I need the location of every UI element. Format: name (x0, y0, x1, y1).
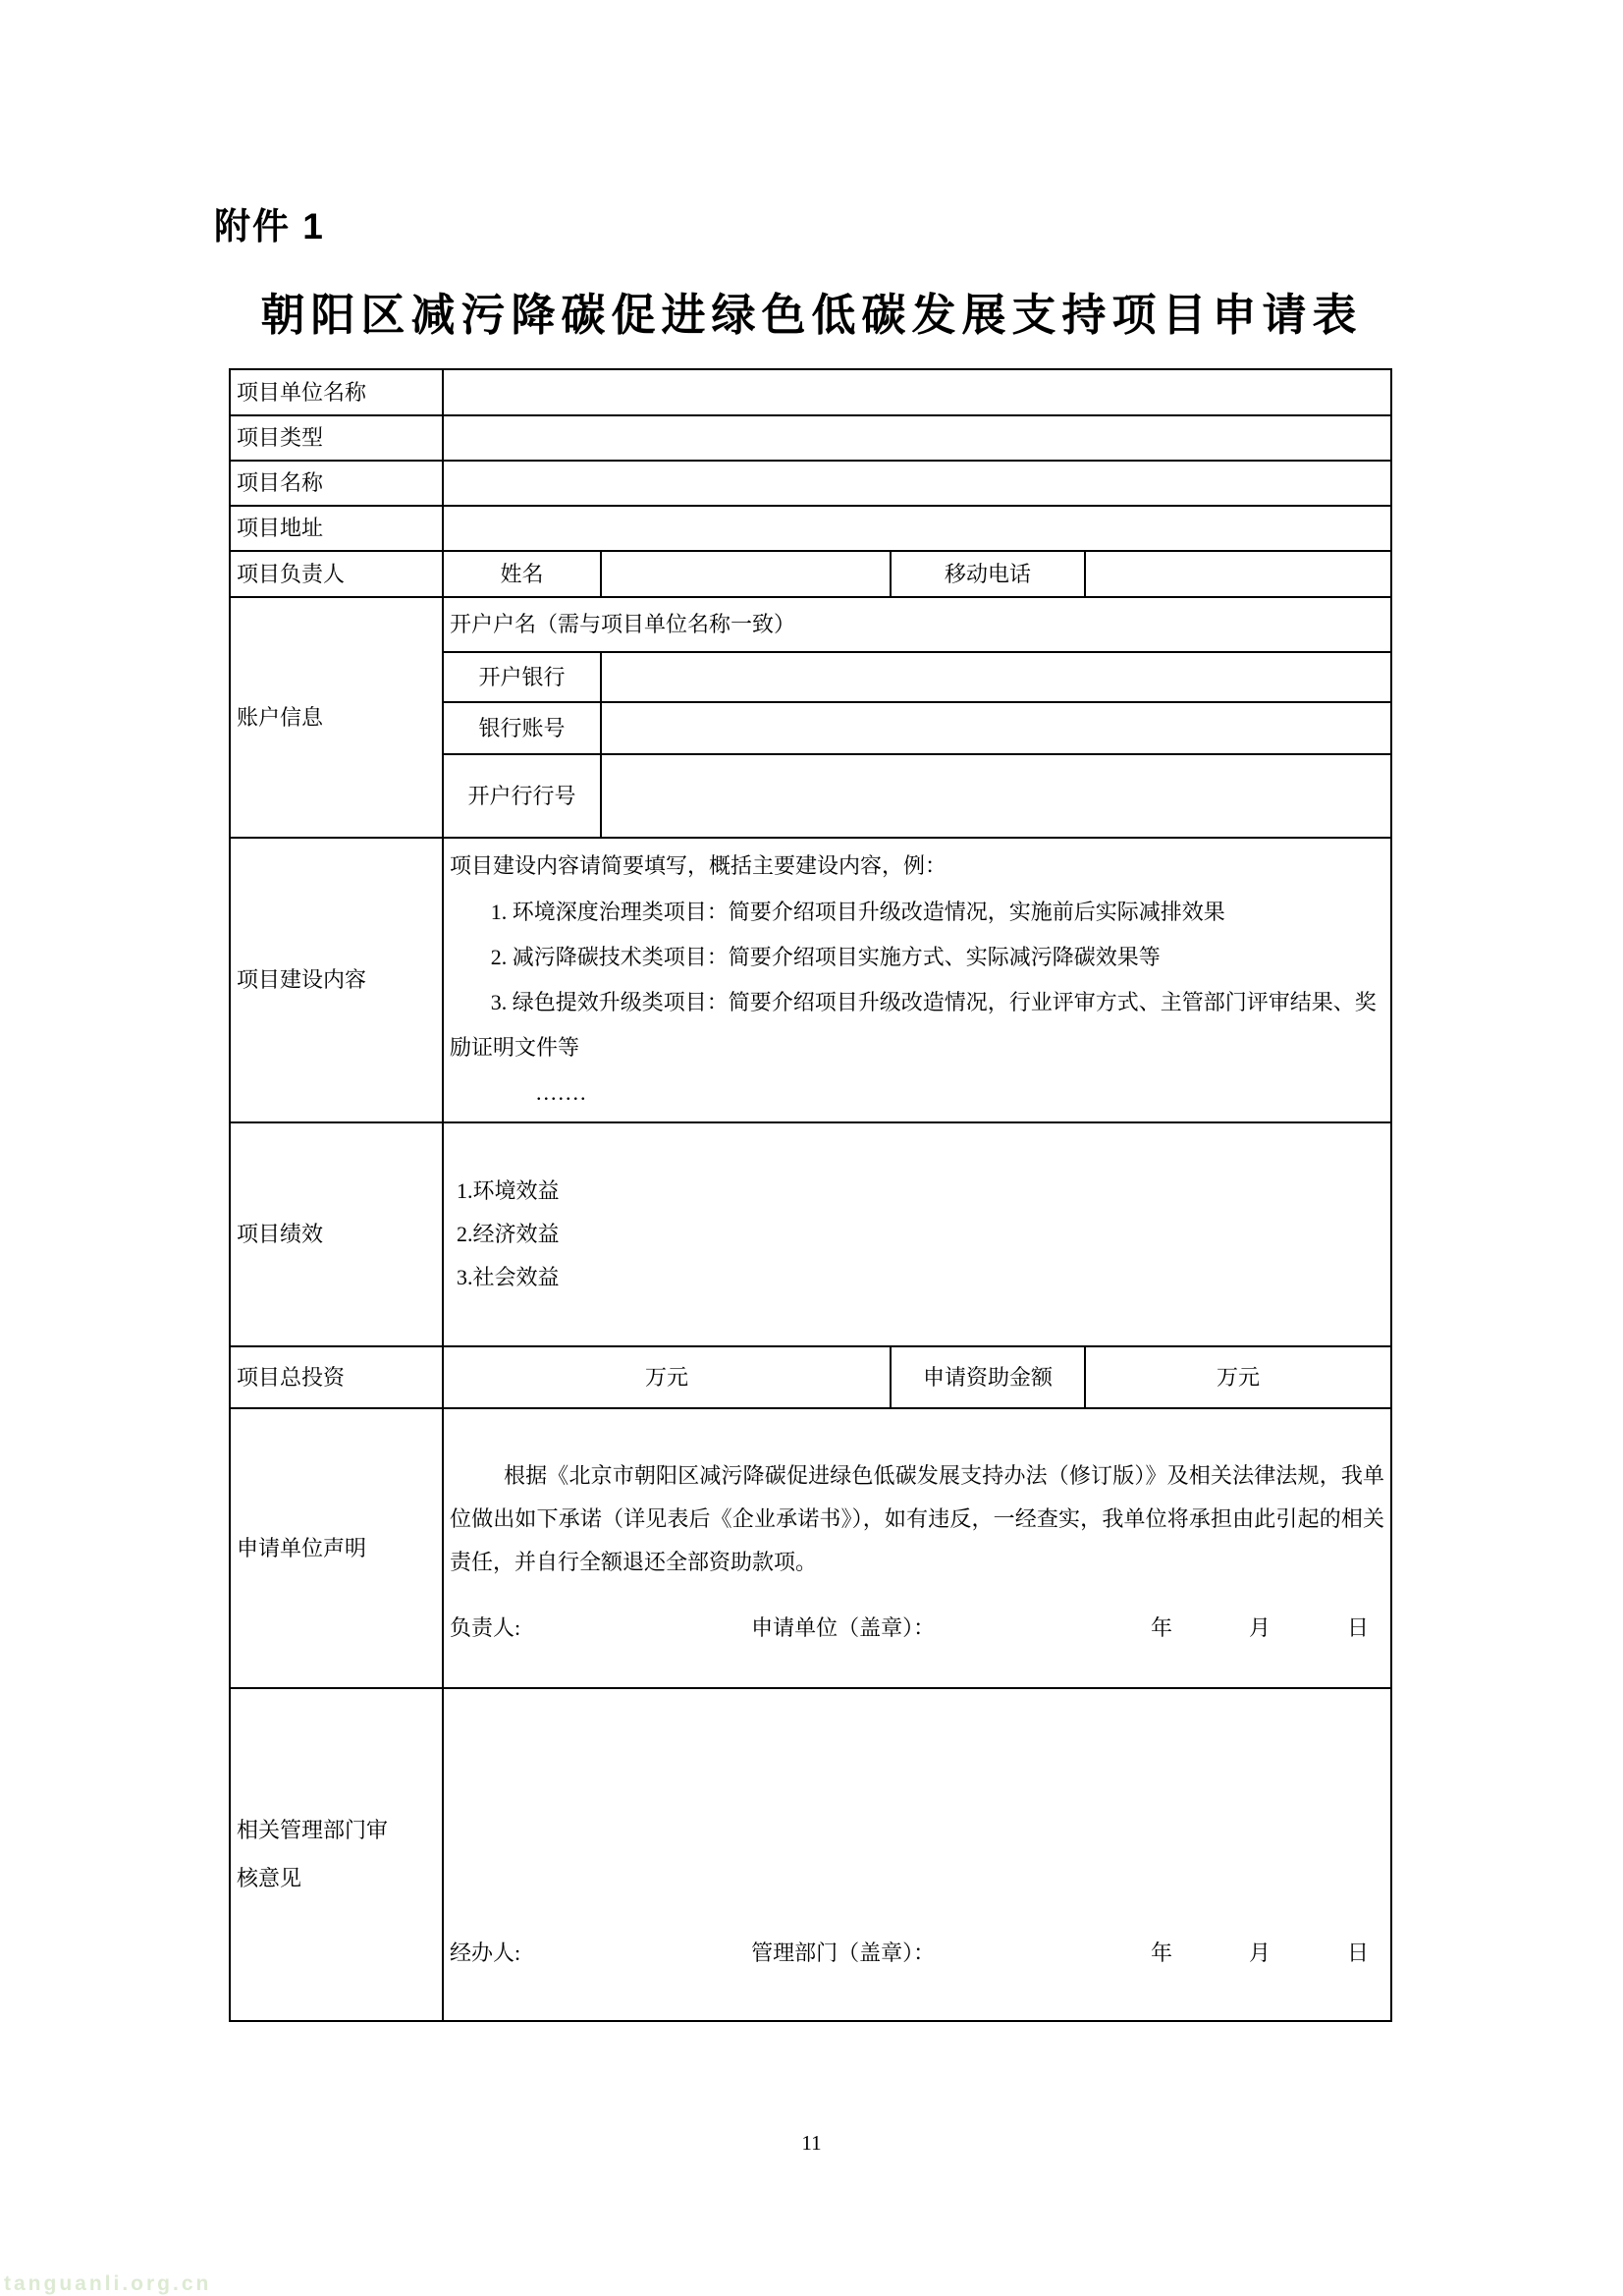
attachment-label: 附件 1 (214, 206, 325, 246)
account-branch-code-value[interactable] (601, 754, 1391, 838)
construction-ellipsis: ....... (536, 1080, 588, 1106)
declaration-label: 申请单位声明 (230, 1408, 443, 1688)
review-signature-row (450, 1939, 1384, 1968)
review-date-month[interactable]: 月 (1248, 1940, 1271, 1965)
construction-label: 项目建设内容 (230, 838, 443, 1122)
row-construction (230, 838, 1391, 1122)
review-date-day[interactable]: 日 (1346, 1940, 1369, 1965)
row-declaration (230, 1408, 1391, 1688)
project-address-label: 项目地址 (230, 506, 443, 551)
performance-label: 项目绩效 (230, 1122, 443, 1346)
review-sign-handler-label[interactable]: 经办人: (450, 1940, 521, 1965)
declaration-date-month[interactable]: 月 (1248, 1614, 1271, 1640)
account-branch-code-label: 开户行行号 (443, 754, 601, 838)
performance-item-economic: 2.经济效益 (457, 1222, 560, 1246)
row-project-type (230, 415, 1391, 461)
funding-amount-cell[interactable]: 万元 (1085, 1346, 1391, 1408)
performance-content[interactable] (443, 1122, 1391, 1346)
account-number-label: 银行账号 (443, 702, 601, 754)
review-sign-dept-label[interactable]: 管理部门（盖章）： (751, 1940, 936, 1965)
investment-label: 项目总投资 (230, 1346, 443, 1408)
declaration-date-year[interactable]: 年 (1150, 1614, 1172, 1640)
leader-label: 项目负责人 (230, 551, 443, 597)
unit-name-value[interactable] (443, 369, 1391, 415)
project-name-label: 项目名称 (230, 461, 443, 506)
construction-intro: 项目建设内容请简要填写，概括主要建设内容，例： (450, 853, 947, 879)
account-label: 账户信息 (230, 597, 443, 838)
construction-content[interactable] (443, 838, 1391, 1122)
construction-item-2: 2. 减污降碳技术类项目：简要介绍项目实施方式、实际减污降碳效果等 (490, 944, 1161, 969)
performance-item-environment: 1.环境效益 (457, 1178, 560, 1203)
leader-name-label: 姓名 (443, 551, 601, 597)
row-account-holder (230, 597, 1391, 652)
review-content[interactable] (443, 1688, 1391, 2021)
page-number: 11 (801, 2131, 822, 2155)
declaration-signature-row (450, 1613, 1384, 1643)
review-label (230, 1688, 443, 2021)
watermark: tanguanli.org.cn (4, 2272, 212, 2295)
row-investment (230, 1346, 1391, 1408)
declaration-sign-leader-label[interactable]: 负责人: (450, 1614, 521, 1640)
review-label-text: 相关管理部门审核意见 (237, 1818, 389, 1890)
review-date-year[interactable]: 年 (1150, 1940, 1172, 1965)
investment-amount-cell[interactable]: 万元 (443, 1346, 891, 1408)
row-performance (230, 1122, 1391, 1346)
declaration-date-day[interactable]: 日 (1346, 1614, 1369, 1640)
construction-item-3: 3. 绿色提效升级类项目：简要介绍项目升级改造情况，行业评审方式、主管部门评审结果、奖励证明文件等 (450, 990, 1377, 1061)
project-type-label: 项目类型 (230, 415, 443, 461)
page-title: 朝阳区减污降碳促进绿色低碳发展支持项目申请表 (260, 291, 1363, 340)
unit-name-label: 项目单位名称 (230, 369, 443, 415)
leader-name-value[interactable] (601, 551, 891, 597)
row-project-address (230, 506, 1391, 551)
project-name-value[interactable] (443, 461, 1391, 506)
row-leader (230, 551, 1391, 597)
row-unit-name (230, 369, 1391, 415)
project-address-value[interactable] (443, 506, 1391, 551)
performance-item-social: 3.社会效益 (457, 1265, 560, 1289)
application-form-table (229, 368, 1392, 2022)
account-number-value[interactable] (601, 702, 1391, 754)
leader-phone-label: 移动电话 (891, 551, 1085, 597)
performance-list (450, 1170, 1384, 1299)
account-bank-label: 开户银行 (443, 652, 601, 702)
funding-label: 申请资助金额 (891, 1346, 1085, 1408)
row-review (230, 1688, 1391, 2021)
account-holder-label[interactable]: 开户户名（需与项目单位名称一致） (443, 597, 1391, 652)
construction-item-1: 1. 环境深度治理类项目：简要介绍项目升级改造情况，实施前后实际减排效果 (490, 899, 1225, 924)
declaration-sign-unit-label[interactable]: 申请单位（盖章）： (751, 1614, 936, 1640)
declaration-content (443, 1408, 1391, 1688)
row-project-name (230, 461, 1391, 506)
leader-phone-value[interactable] (1085, 551, 1391, 597)
account-bank-value[interactable] (601, 652, 1391, 702)
declaration-text: 根据《北京市朝阳区减污降碳促进绿色低碳发展支持办法（修订版）》及相关法律法规，我单位做出如下承诺（详见表后《企业承诺书》），如有违反，一经查实，我单位将承担由此引起的相关责任，并自行全额退还全部资助款项。 (450, 1462, 1384, 1574)
project-type-value[interactable] (443, 415, 1391, 461)
